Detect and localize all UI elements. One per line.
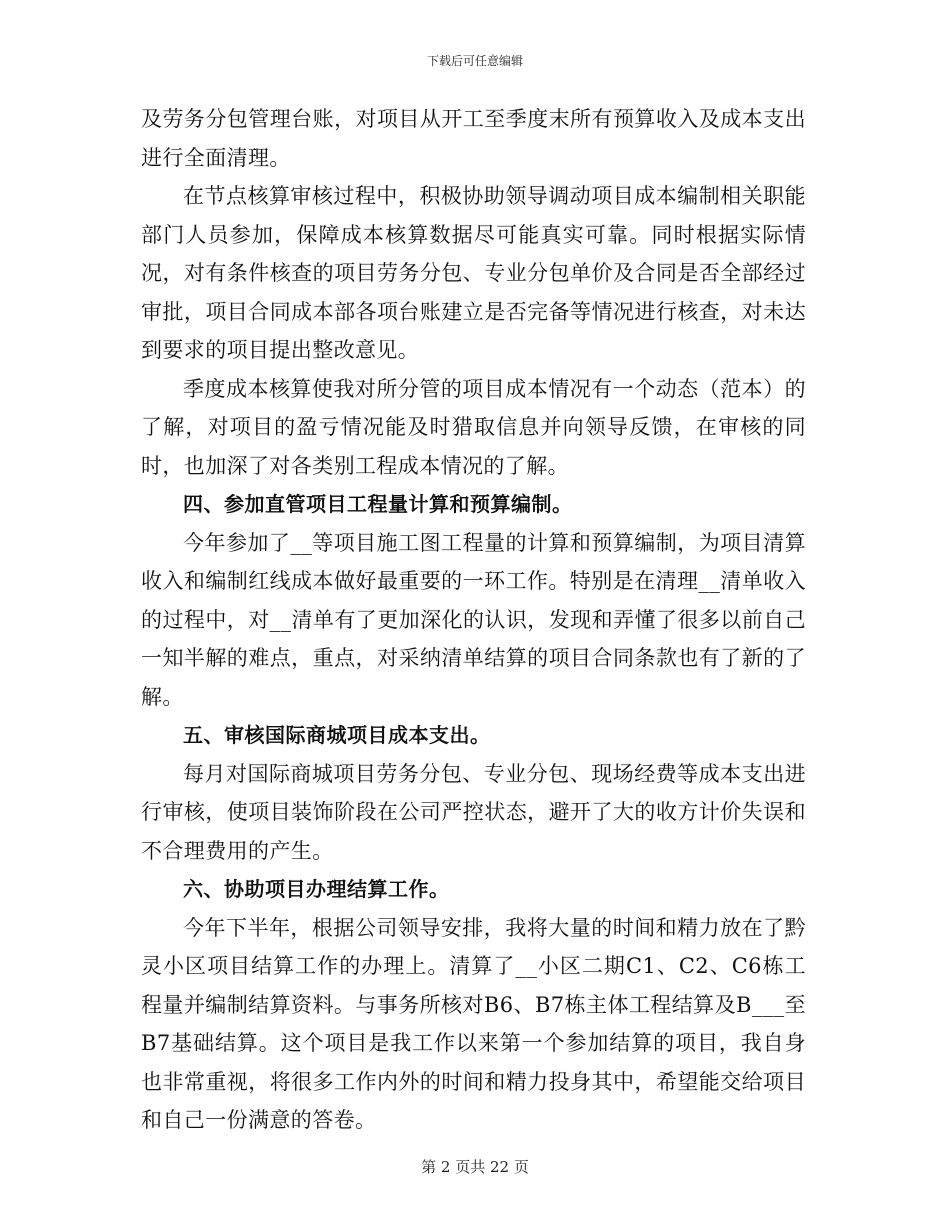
paragraph-settlement: 今年下半年，根据公司领导安排，我将大量的时间和精力放在了黔灵小区项目结算工作的办理上。清算了__小区二期C1、C2、C6栋工程量并编制结算资料。与事务所核对B6、B7栋主体工程结算及B___至B7基础结算。这个项目是我工作以来第一个参加结算的项目，我自身也非常重视，将很多工作内外的时间和精力投身其中，希望能交给项目和自己一份满意的答卷。: [141, 915, 806, 1132]
document-body: [141, 100, 806, 1140]
paragraph-continued: 及劳务分包管理台账，对项目从开工至季度末所有预算收入及成本支出进行全面清理。: [141, 107, 806, 170]
page-header: 下载后可任意编辑: [426, 54, 523, 68]
paragraph-node-audit: 在节点核算审核过程中，积极协助领导调动项目成本编制相关职能部门人员参加，保障成本核算数据尽可能真实可靠。同时根据实际情况，对有条件核查的项目劳务分包、专业分包单价及合同是否全部经过审批，项目合同成本部各项台账建立是否完备等情况进行核查，对未达到要求的项目提出整改意见。: [141, 184, 806, 362]
page-footer: 第 2 页共 22 页: [421, 1158, 529, 1176]
section-heading-6: 六、协助项目办理结算工作。: [183, 877, 450, 901]
paragraph-quarterly-cost: 季度成本核算使我对所分管的项目成本情况有一个动态（范本）的了解，对项目的盈亏情况能及时猎取信息并向领导反馈，在审核的同时，也加深了对各类别工程成本情况的了解。: [141, 376, 806, 478]
section-heading-4: 四、参加直管项目工程量计算和预算编制。: [183, 492, 573, 516]
section-heading-5: 五、审核国际商城项目成本支出。: [183, 723, 491, 747]
paragraph-budget-compilation: 今年参加了__等项目施工图工程量的计算和预算编制，为项目清算收入和编制红线成本做好最重要的一环工作。特别是在清理__清单收入的过程中，对__清单有了更加深化的认识，发现和弄懂了很多以前自己一知半解的难点，重点，对采纳清单结算的项目合同条款也有了新的了解。: [141, 530, 806, 709]
paragraph-cost-review: 每月对国际商城项目劳务分包、专业分包、现场经费等成本支出进行审核，使项目装饰阶段在公司严控状态，避开了大的收方计价失误和不合理费用的产生。: [141, 761, 806, 863]
